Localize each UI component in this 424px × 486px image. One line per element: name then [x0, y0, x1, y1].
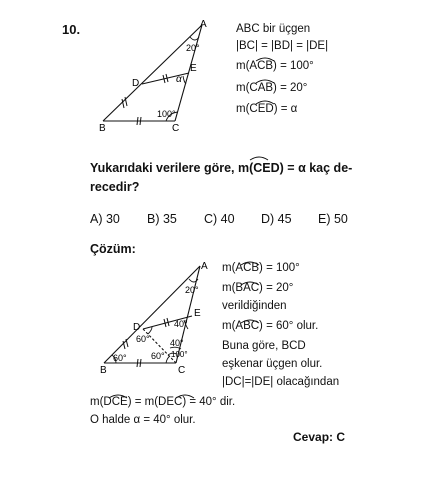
given-triangle: ABC bir üçgen [236, 23, 311, 35]
question-number: 10. [62, 22, 81, 37]
choice-c[interactable]: C) 40 [204, 212, 235, 226]
solution-step-6: eşkenar üçgen olur. [222, 358, 323, 370]
solution-step-4: m(ABC) = 60° olur. [222, 320, 319, 332]
choice-e[interactable]: E) 50 [318, 212, 348, 226]
given-angle-ced: m(CED) = α [236, 103, 298, 115]
solution-title: Çözüm: [90, 242, 136, 256]
vertex-label-e: E [194, 308, 201, 319]
vertex-label-e: E [190, 63, 197, 74]
solution-step-1: m(ACB) = 100° [222, 262, 300, 274]
choice-a[interactable]: A) 30 [90, 212, 120, 226]
angle-label-d: 60° [136, 334, 150, 344]
given-angle-cab: m(CAB) = 20° [236, 82, 308, 94]
solution-step-2: m(BAC) = 20° [222, 282, 294, 294]
solution-conclusion-2: O halde α = 40° olur. [90, 414, 196, 426]
angle-label-e: α [176, 74, 182, 85]
angle-label-c-mid: 100° [171, 350, 188, 359]
solution-step-7: |DC|=|DE| olacağından [222, 376, 340, 388]
question-prompt: Yukarıdaki verilere göre, m(CED) = α kaç de-recedir? [90, 161, 353, 194]
angle-label-a: 20° [186, 43, 200, 53]
vertex-label-c: C [172, 123, 180, 134]
vertex-label-b: B [100, 365, 107, 376]
angle-label-c: 100° [157, 109, 176, 119]
choice-d[interactable]: D) 45 [261, 212, 292, 226]
vertex-label-b: B [99, 123, 106, 134]
answer-label: Cevap: C [293, 430, 346, 444]
angle-label-c-upper: 40° [170, 338, 184, 348]
vertex-label-d: D [132, 78, 140, 89]
solution-conclusion-1: m(DCE) = m(DEC) = 40° dir. [90, 396, 236, 408]
choice-b[interactable]: B) 35 [147, 212, 177, 226]
given-lengths: |BC| = |BD| = |DE| [236, 40, 329, 52]
solution-step-3: verildiğinden [222, 300, 287, 312]
angle-label-a: 20° [185, 285, 199, 295]
vertex-label-a: A [200, 19, 207, 30]
angle-label-b: 60° [113, 353, 127, 363]
angle-label-e: 40° [174, 319, 188, 329]
solution-step-5: Buna göre, BCD [222, 340, 306, 352]
vertex-label-d: D [133, 322, 141, 333]
vertex-label-c: C [178, 365, 186, 376]
given-angle-acb: m(ACB) = 100° [236, 60, 314, 72]
angle-label-c-lower: 60° [151, 351, 165, 361]
vertex-label-a: A [201, 261, 208, 272]
